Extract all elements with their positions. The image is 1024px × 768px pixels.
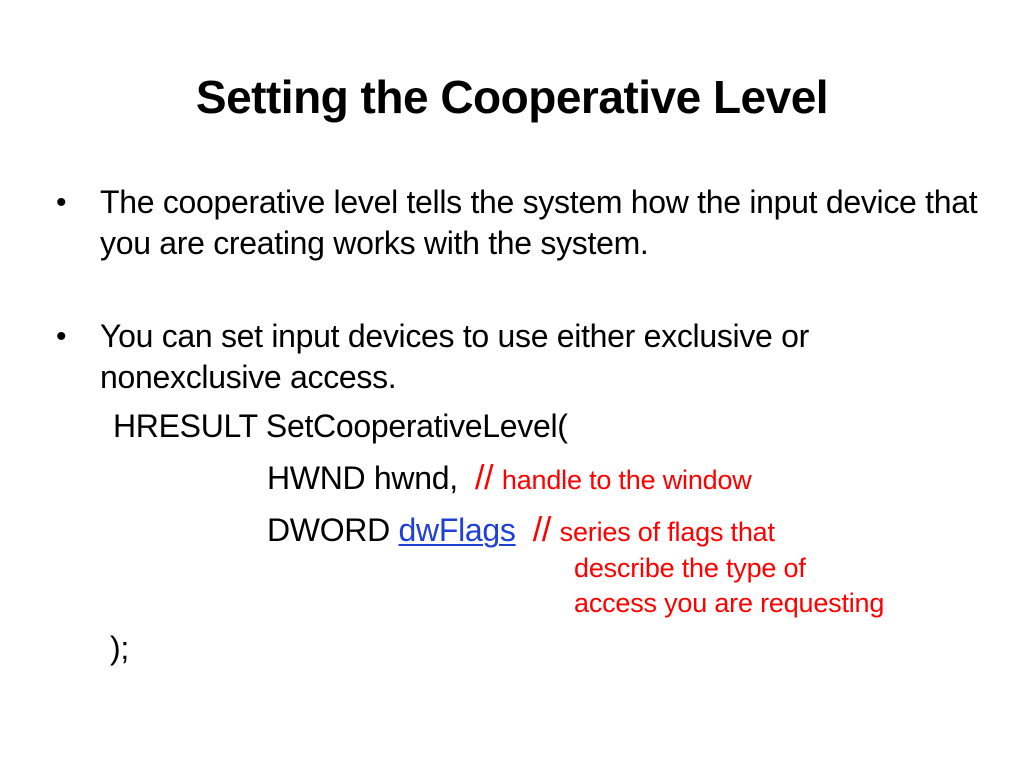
code-param-dwflags — [267, 510, 775, 553]
comment-dwflags-line3: access you are requesting — [574, 588, 885, 618]
code-signature: HRESULT SetCooperativeLevel( — [113, 408, 568, 444]
bullet-text: You can set input devices to use either exclusive or nonexclusive access. — [100, 318, 809, 395]
slide-title: Setting the Cooperative Level — [195, 71, 829, 123]
code-closing: ); — [110, 630, 129, 666]
comment-dwflags-line2: describe the type of — [574, 553, 806, 583]
bullet-item — [56, 182, 980, 264]
dwflags-link[interactable]: dwFlags — [398, 512, 516, 548]
comment-marker: // — [532, 511, 552, 549]
comment-dwflags-line1: series of flags that — [559, 517, 775, 547]
bullet-icon: • — [56, 186, 67, 219]
bullet-text: The cooperative level tells the system how the input device that you are creating works with the system. — [100, 184, 978, 261]
comment-marker: // — [475, 459, 494, 497]
code-param-hwnd — [267, 458, 752, 501]
bullet-icon: • — [56, 320, 67, 353]
comment-hwnd: handle to the window — [501, 465, 752, 495]
bullet-item — [56, 316, 980, 398]
param-dword-type: DWORD — [267, 512, 390, 548]
param-hwnd-text: HWND hwnd, — [267, 460, 458, 496]
